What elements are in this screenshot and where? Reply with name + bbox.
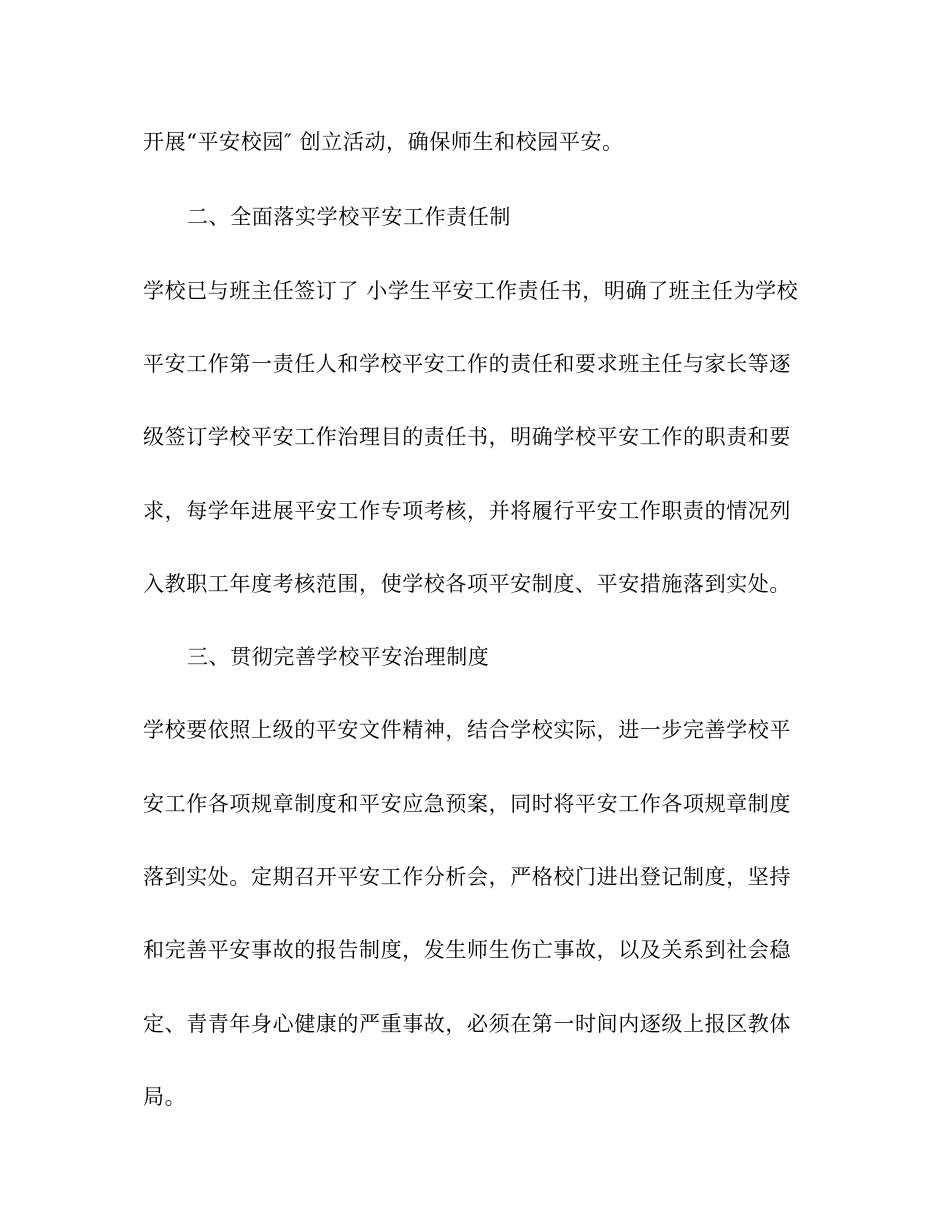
paragraph-line: 安工作各项规章制度和平安应急预案，同时将平安工作各项规章制度 — [143, 792, 791, 816]
paragraph-line: 求，每学年进展平安工作专项考核，并将履行平安工作职责的情况列 — [143, 499, 791, 523]
paragraph-line: 开展“平安校园″ 创立活动，确保师生和校园平安。 — [143, 130, 624, 154]
paragraph-line: 落到实处。定期召开平安工作分析会，严格校门进出登记制度，坚持 — [143, 865, 791, 889]
paragraph-line: 定、青青年身心健康的严重事故，必须在第一时间内逐级上报区教体 — [143, 1012, 791, 1036]
paragraph-line: 和完善平安事故的报告制度，发生师生伤亡事故，以及关系到社会稳 — [143, 938, 791, 962]
paragraph-line: 平安工作第一责任人和学校平安工作的责任和要求班主任与家长等逐 — [143, 352, 791, 376]
paragraph-line: 学校要依照上级的平安文件精神，结合学校实际，进一步完善学校平 — [143, 718, 791, 742]
paragraph-line: 学校已与班主任签订了 小学生平安工作责任书，明确了班主任为学校 — [143, 279, 799, 303]
paragraph-line: 局。 — [143, 1085, 187, 1109]
section-heading: 三、贯彻完善学校平安治理制度 — [187, 645, 490, 669]
section-heading: 二、全面落实学校平安工作责任制 — [187, 205, 511, 229]
paragraph-line: 级签订学校平安工作治理目的责任书，明确学校平安工作的职责和要 — [143, 425, 791, 449]
paragraph-line: 入教职工年度考核范围，使学校各项平安制度、平安措施落到实处。 — [143, 572, 791, 596]
